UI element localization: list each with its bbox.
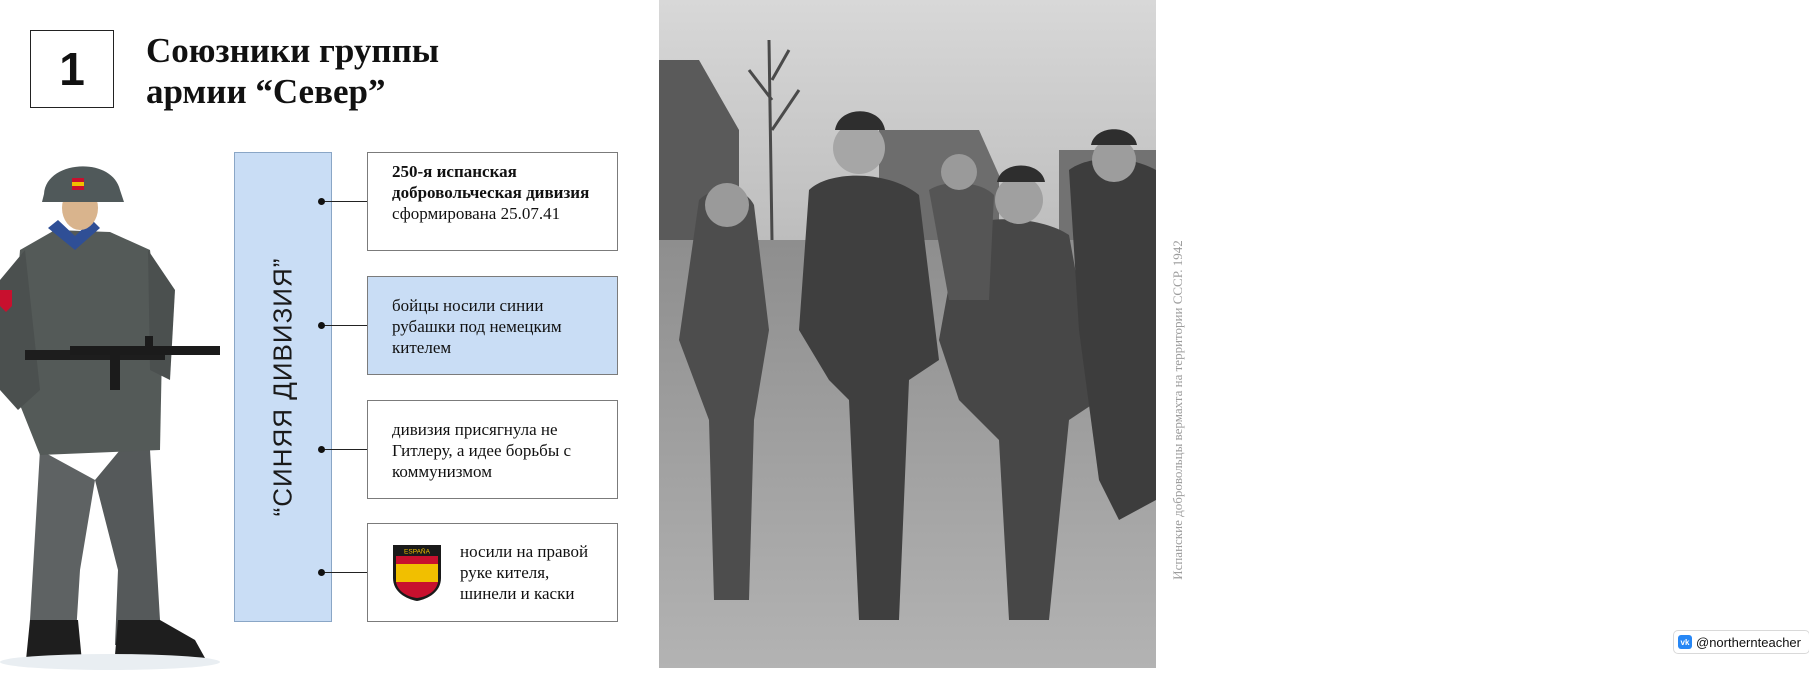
connector-dot <box>318 446 325 453</box>
fact-card-formation-bold: 250-я испанская добровольческая дивизия <box>392 162 590 202</box>
connector-dot <box>318 322 325 329</box>
vk-handle-text: @northernteacher <box>1696 634 1801 650</box>
fact-card-shirts <box>367 276 618 375</box>
fact-card-formation-text: сформирована 25.07.41 <box>392 204 561 223</box>
connector-dot <box>318 198 325 205</box>
blue-division-label-bar <box>234 152 332 622</box>
photo-caption: Испанские добровольцы вермахта на территории СССР. 1942 <box>1170 240 1185 580</box>
connector-line <box>321 449 367 450</box>
vk-handle-badge <box>1674 631 1809 653</box>
connector-dot <box>318 569 325 576</box>
title-line-2: армии “Север” <box>146 72 386 111</box>
fact-card-oath <box>367 400 618 499</box>
title-line-1: Союзники группы <box>146 31 440 70</box>
espana-shield-label: ESPAÑA <box>404 548 430 555</box>
fact-card-formation <box>367 152 618 251</box>
connector-line <box>321 325 367 326</box>
connector-line <box>321 201 367 202</box>
soldier-illustration <box>0 150 230 668</box>
vk-logo-icon: vk <box>1678 635 1692 649</box>
slide-title <box>146 30 439 112</box>
fact-card-oath-text: дивизия присягнула не Гитлеру, а идее борьбы с коммунизмом <box>392 420 572 481</box>
slide-number: 1 <box>30 30 114 108</box>
soldiers-photo-illustration <box>659 0 1156 668</box>
blue-division-label: “СИНЯЯ ДИВИЗИЯ” <box>267 257 298 517</box>
fact-card-shirts-text: бойцы носили синии рубашки под немецким кителем <box>392 296 562 357</box>
fact-card-badge-text: носили на правой руке кителя, шинели и каски <box>460 542 589 603</box>
connector-line <box>321 572 367 573</box>
fact-card-badge <box>367 523 618 622</box>
espana-shield-icon <box>392 544 442 602</box>
